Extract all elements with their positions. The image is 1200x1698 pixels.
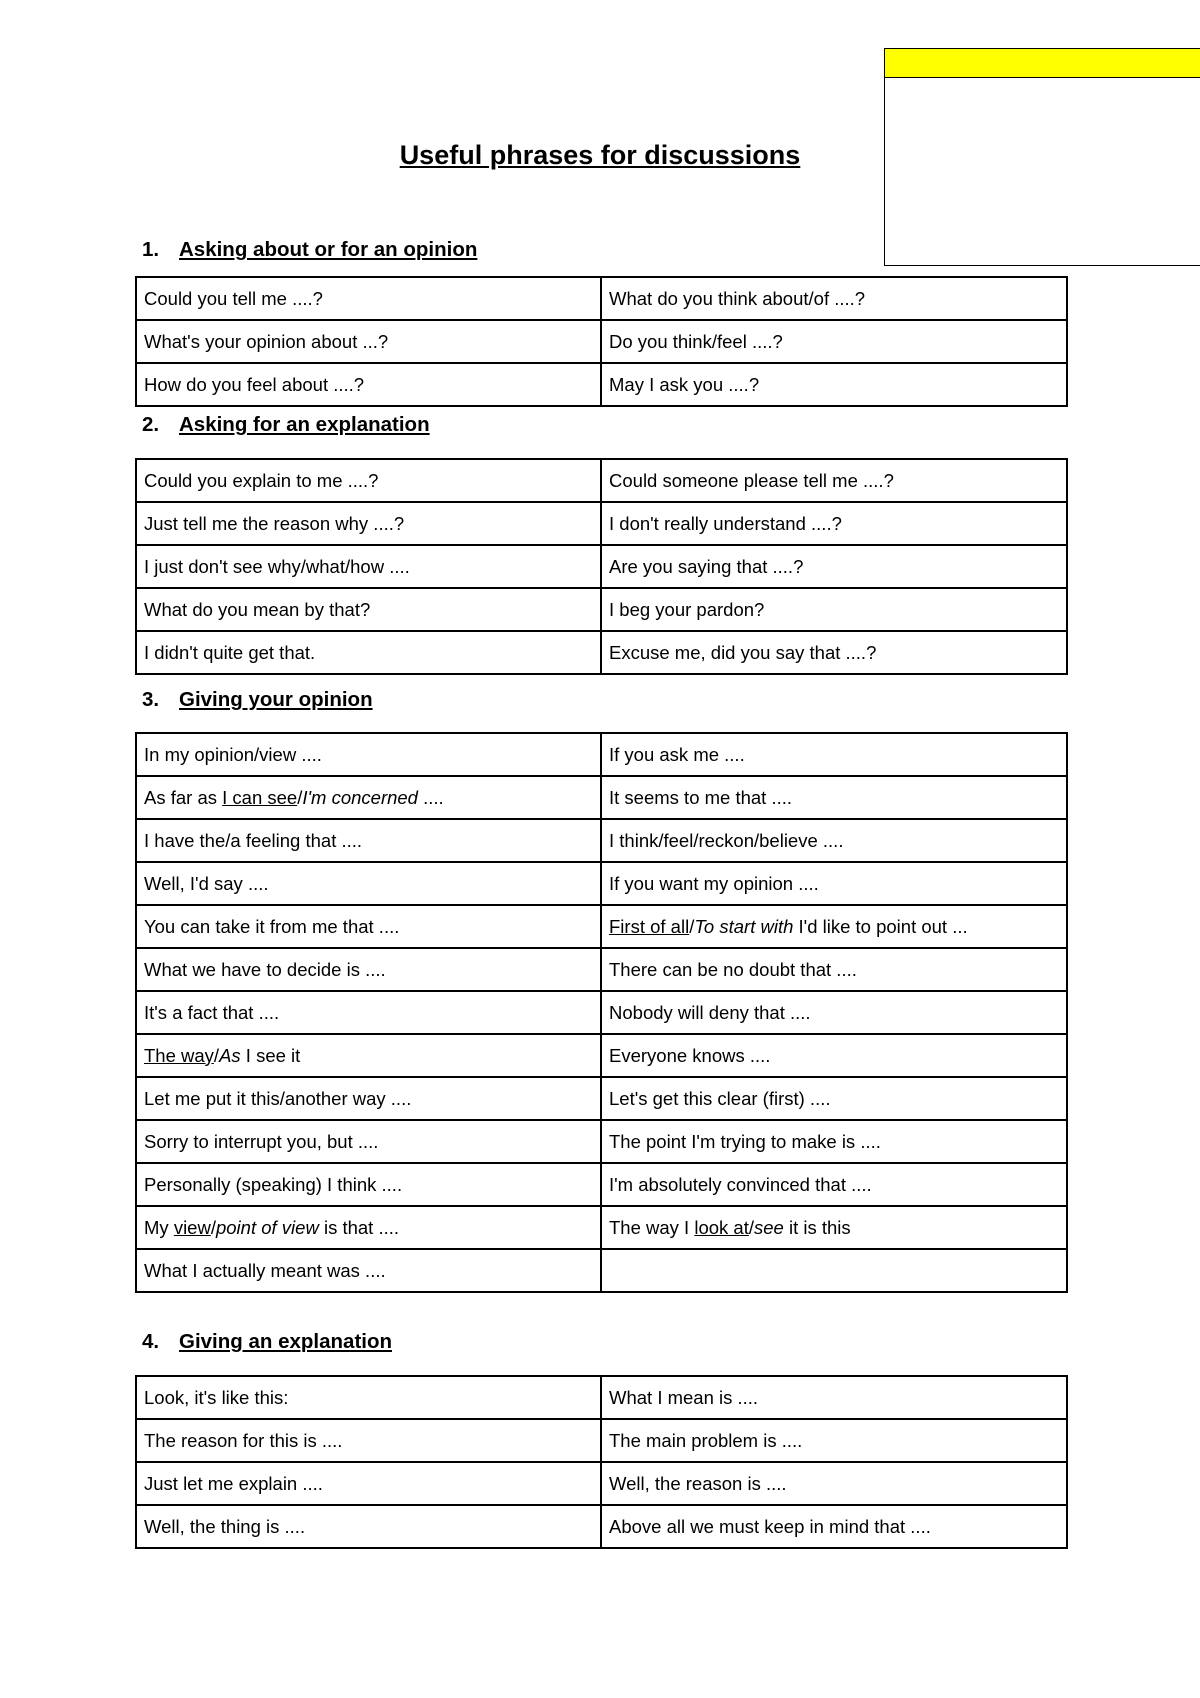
table-row [136,1376,1067,1419]
phrase-cell: Everyone knows .... [601,1034,1067,1077]
phrase-underlined: view [173,1216,211,1238]
phrase-cell: Do you think/feel ....? [601,320,1067,363]
table-row [136,733,1067,776]
section-title: Giving an explanation [179,1330,393,1353]
phrase-underlined: First of all [609,915,690,937]
phrase-cell: Just tell me the reason why ....? [136,502,601,545]
phrase-cell: Just let me explain .... [136,1462,601,1505]
phrase-cell: It seems to me that .... [601,776,1067,819]
table-row [136,459,1067,502]
table-row [136,819,1067,862]
table-row [136,502,1067,545]
phrase-cell: I have the/a feeling that .... [136,819,601,862]
phrase-table [135,458,1068,675]
phrase-italic: see [754,1216,784,1238]
table-row [136,1120,1067,1163]
phrase-cell: Well, I'd say .... [136,862,601,905]
phrase-cell: The way I look at/see it is this [601,1206,1067,1249]
phrase-cell: I beg your pardon? [601,588,1067,631]
phrase-cell: The way/As I see it [136,1034,601,1077]
table-row [136,1505,1067,1548]
phrase-cell: Well, the reason is .... [601,1462,1067,1505]
phrase-table [135,276,1068,407]
phrase-cell: The main problem is .... [601,1419,1067,1462]
phrase-cell: There can be no doubt that .... [601,948,1067,991]
section-heading [142,688,373,712]
phrase-cell: Excuse me, did you say that ....? [601,631,1067,674]
table-row [136,776,1067,819]
yellow-highlight-band [885,49,1200,78]
table-row [136,1249,1067,1292]
phrase-cell: What do you mean by that? [136,588,601,631]
phrase-cell: How do you feel about ....? [136,363,601,406]
phrase-table [135,1375,1068,1549]
phrase-cell: What we have to decide is .... [136,948,601,991]
phrase-table [135,732,1068,1293]
phrase-cell: If you want my opinion .... [601,862,1067,905]
table-row [136,277,1067,320]
phrase-cell: Above all we must keep in mind that .... [601,1505,1067,1548]
table-row [136,1462,1067,1505]
section-title: Asking for an explanation [179,413,430,436]
table-row [136,588,1067,631]
phrase-cell: What I actually meant was .... [136,1249,601,1292]
phrase-cell: You can take it from me that .... [136,905,601,948]
phrase-cell: The reason for this is .... [136,1419,601,1462]
table-row [136,1419,1067,1462]
table-row [136,948,1067,991]
section-heading [142,1330,392,1354]
phrase-cell: Well, the thing is .... [136,1505,601,1548]
table-row [136,1206,1067,1249]
phrase-cell: What's your opinion about ...? [136,320,601,363]
table-row [136,320,1067,363]
phrase-cell: Could you tell me ....? [136,277,601,320]
table-row [136,991,1067,1034]
phrase-cell: Personally (speaking) I think .... [136,1163,601,1206]
phrase-cell: What do you think about/of ....? [601,277,1067,320]
phrase-cell: I don't really understand ....? [601,502,1067,545]
phrase-cell: I just don't see why/what/how .... [136,545,601,588]
phrase-underlined: I can see [222,786,298,808]
table-row [136,363,1067,406]
table-row [136,545,1067,588]
phrase-cell: The point I'm trying to make is .... [601,1120,1067,1163]
table-row [136,631,1067,674]
phrase-cell: Could someone please tell me ....? [601,459,1067,502]
phrase-italic: point of view [215,1216,319,1238]
table-row [136,1034,1067,1077]
table-row [136,862,1067,905]
section-number: 3. [142,688,160,711]
phrase-cell: Could you explain to me ....? [136,459,601,502]
page-title: Useful phrases for discussions [399,140,801,170]
section-heading [142,413,430,437]
section-title: Asking about or for an opinion [179,238,478,261]
phrase-cell [601,1249,1067,1292]
phrase-cell: Sorry to interrupt you, but .... [136,1120,601,1163]
section-number: 2. [142,413,160,436]
section-number: 4. [142,1330,160,1353]
phrase-italic: As [219,1044,241,1066]
table-row [136,1077,1067,1120]
phrase-underlined: look at [694,1216,749,1238]
phrase-cell: If you ask me .... [601,733,1067,776]
phrase-cell: It's a fact that .... [136,991,601,1034]
section-number: 1. [142,238,160,261]
table-row [136,1163,1067,1206]
phrase-italic: I'm concerned [302,786,418,808]
phrase-cell: May I ask you ....? [601,363,1067,406]
phrase-cell: My view/point of view is that .... [136,1206,601,1249]
phrase-cell: I think/feel/reckon/believe .... [601,819,1067,862]
phrase-cell: Look, it's like this: [136,1376,601,1419]
phrase-cell: Let's get this clear (first) .... [601,1077,1067,1120]
section-heading [142,238,477,262]
phrase-cell: Are you saying that ....? [601,545,1067,588]
section-title: Giving your opinion [179,688,373,711]
phrase-cell: As far as I can see/I'm concerned .... [136,776,601,819]
phrase-cell: I'm absolutely convinced that .... [601,1163,1067,1206]
phrase-cell: Nobody will deny that .... [601,991,1067,1034]
phrase-cell: In my opinion/view .... [136,733,601,776]
phrase-italic: To start with [694,915,794,937]
phrase-cell: What I mean is .... [601,1376,1067,1419]
phrase-cell: First of all/To start with I'd like to point out ... [601,905,1067,948]
phrase-cell: I didn't quite get that. [136,631,601,674]
table-row [136,905,1067,948]
phrase-underlined: The way [144,1044,214,1066]
phrase-cell: Let me put it this/another way .... [136,1077,601,1120]
